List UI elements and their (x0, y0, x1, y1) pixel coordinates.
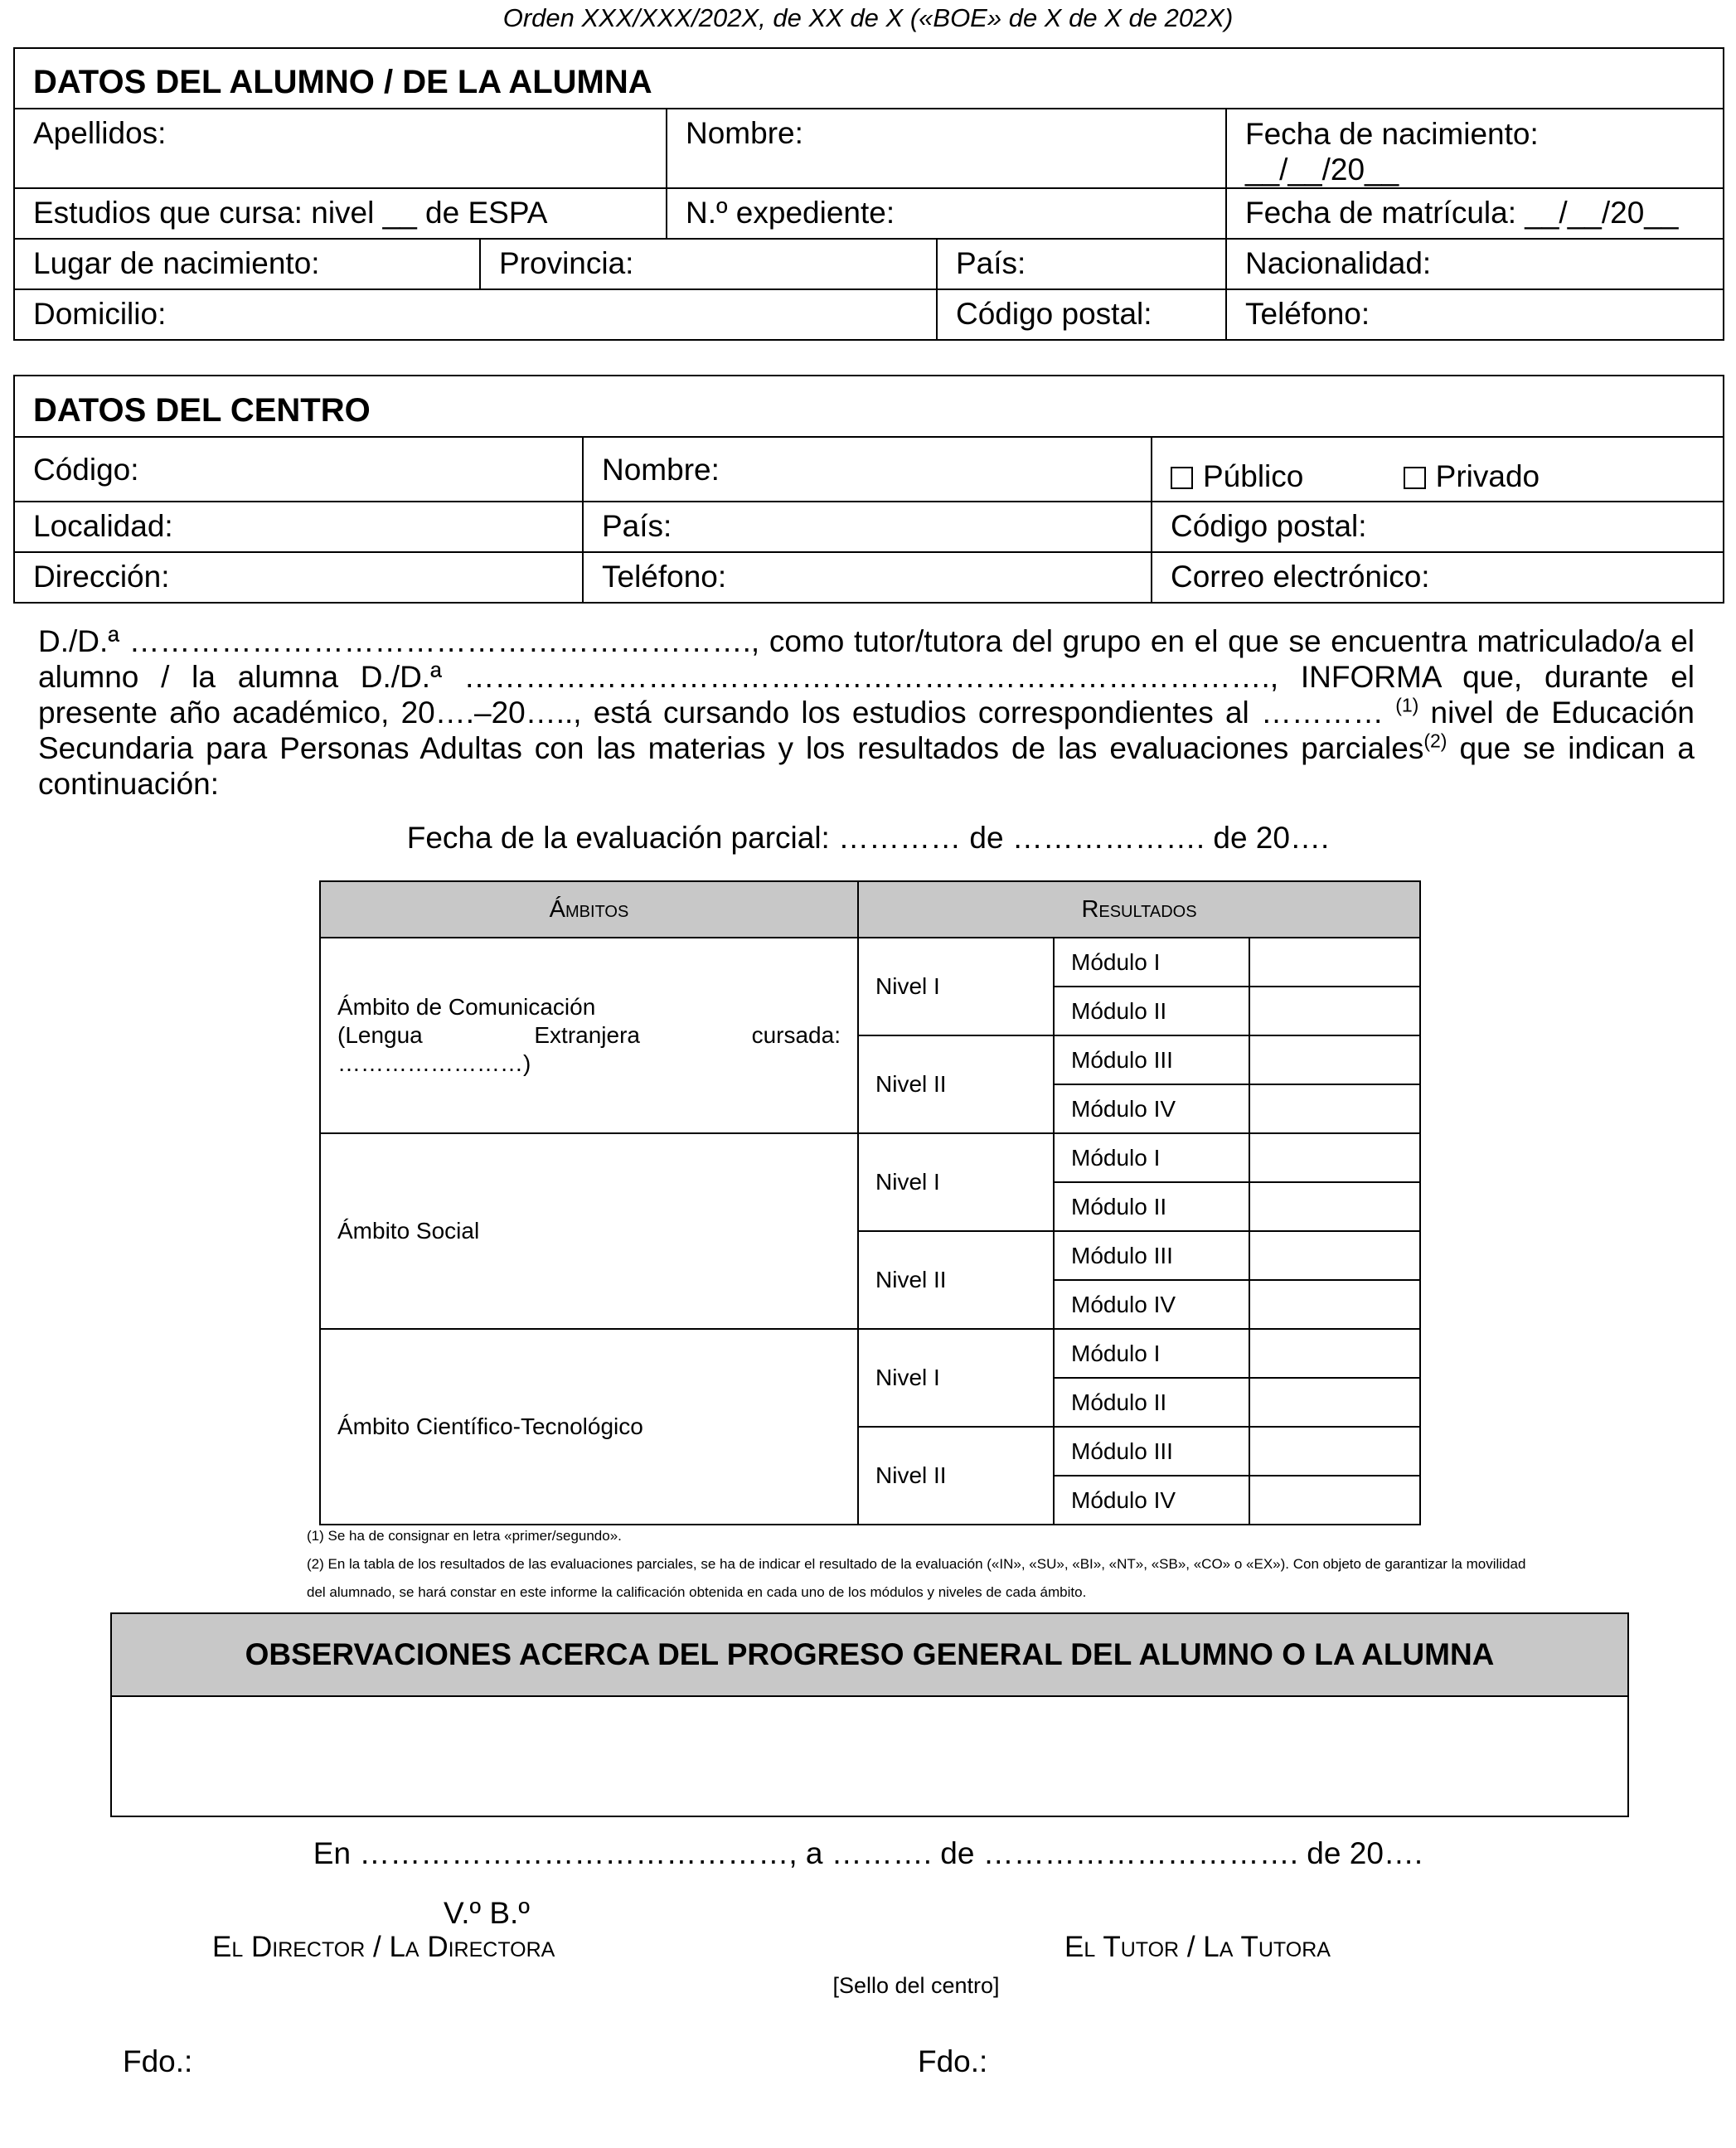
nivel-label: Nivel I (858, 1329, 1054, 1427)
ambito-cientifico: Ámbito Científico-Tecnológico (320, 1329, 858, 1525)
column-header-ambitos: Ámbitos (320, 881, 858, 938)
private-label: Privado (1435, 459, 1540, 493)
modulo-label: Módulo III (1054, 1035, 1249, 1084)
result-cell[interactable] (1249, 1329, 1420, 1378)
place-date-line: En ……………………………………, a ………. de …………………………. de 20…. (313, 1836, 1423, 1870)
modulo-label: Módulo II (1054, 987, 1249, 1035)
result-cell[interactable] (1249, 1476, 1420, 1525)
ambito-comunicacion-line2 (337, 1021, 841, 1050)
footnote-2a: (2) En la tabla de los resultados de las evaluaciones parciales, se ha de indicar el resultado de la evaluación («IN», «SU», «BI», «NT», «SB», «CO» o «EX»). Con objeto de garantizar la movilidad (307, 1556, 1526, 1572)
public-checkbox-icon[interactable] (1171, 467, 1193, 489)
tutor-label: El Tutor / La Tutora (1064, 1931, 1331, 1963)
footnotes (307, 1522, 1700, 1607)
result-cell[interactable] (1249, 1427, 1420, 1476)
school-email-field[interactable]: Correo electrónico: (1152, 552, 1724, 603)
enrollment-date-field[interactable]: Fecha de matrícula: __/__/20__ (1226, 188, 1724, 239)
birth-date-field[interactable] (1226, 109, 1724, 188)
student-name-field[interactable]: Nombre: (667, 109, 1226, 188)
school-address-field[interactable]: Dirección: (14, 552, 583, 603)
director-signature-line[interactable]: Fdo.: (123, 2044, 193, 2078)
school-section-title: DATOS DEL CENTRO (14, 376, 1724, 437)
country-field[interactable]: País: (937, 239, 1226, 289)
nivel-label: Nivel II (858, 1035, 1054, 1133)
private-option[interactable] (1404, 459, 1540, 493)
modulo-label: Módulo IV (1054, 1280, 1249, 1329)
report-text-part3: que se indican a continuación: (38, 731, 1695, 801)
ownership-options (1152, 437, 1724, 502)
approval-label: V.º B.º (444, 1896, 530, 1930)
modulo-label: Módulo I (1054, 1329, 1249, 1378)
postal-code-field[interactable]: Código postal: (937, 289, 1226, 340)
file-number-field[interactable]: N.º expediente: (667, 188, 1226, 239)
report-text-part2: nivel de Educación Secundaria para Personas Adultas con las materias y los resultados de las evaluaciones parciales (38, 696, 1695, 765)
school-seal-label: [Sello del centro] (832, 1973, 1000, 1998)
student-section-title: DATOS DEL ALUMNO / DE LA ALUMNA (14, 48, 1724, 109)
nivel-label: Nivel I (858, 1133, 1054, 1231)
evaluation-date: Fecha de la evaluación parcial: ………… de ………………. de 20…. (406, 821, 1330, 855)
word-cursada: cursada: (751, 1022, 841, 1048)
studies-field[interactable]: Estudios que cursa: nivel __ de ESPA (14, 188, 667, 239)
phone-field[interactable]: Teléfono: (1226, 289, 1724, 340)
school-phone-field[interactable]: Teléfono: (583, 552, 1152, 603)
student-data-table (13, 47, 1724, 341)
school-postal-code-field[interactable]: Código postal: (1152, 502, 1724, 552)
result-cell[interactable] (1249, 1378, 1420, 1427)
private-checkbox-icon[interactable] (1404, 467, 1426, 489)
birth-date-value: __/__/20__ (1245, 153, 1399, 187)
school-code-field[interactable]: Código: (14, 437, 583, 502)
school-country-field[interactable]: País: (583, 502, 1152, 552)
modulo-label: Módulo II (1054, 1182, 1249, 1231)
report-text-part1: D./D.ª ……………………………………………………., como tutor/tutora del grupo en el que se encuentra matriculado/a el alumno / la alumna D./D.ª ……………………………………………………………………., INFORMA que, durante el presente año académico, 20….–20….., está cursando los estudios correspondientes al ………… (38, 624, 1695, 730)
director-label: El Director / La Directora (212, 1931, 555, 1963)
result-cell[interactable] (1249, 1133, 1420, 1182)
ambito-comunicacion (320, 938, 858, 1133)
nivel-label: Nivel I (858, 938, 1054, 1035)
result-cell[interactable] (1249, 1231, 1420, 1280)
ambito-comunicacion-line3: ……………………) (337, 1050, 531, 1076)
footnote-ref-2: (2) (1423, 730, 1447, 752)
nivel-label: Nivel II (858, 1427, 1054, 1525)
school-name-field[interactable]: Nombre: (583, 437, 1152, 502)
footnote-ref-1: (1) (1395, 694, 1419, 716)
address-field[interactable]: Domicilio: (14, 289, 937, 340)
observations-field[interactable] (111, 1696, 1628, 1816)
public-label: Público (1203, 459, 1304, 493)
modulo-label: Módulo IV (1054, 1084, 1249, 1133)
modulo-label: Módulo I (1054, 938, 1249, 987)
observations-title: OBSERVACIONES ACERCA DEL PROGRESO GENERAL DEL ALUMNO O LA ALUMNA (111, 1613, 1628, 1696)
observations-box (110, 1612, 1629, 1817)
modulo-label: Módulo II (1054, 1378, 1249, 1427)
result-cell[interactable] (1249, 938, 1420, 987)
public-option[interactable] (1171, 459, 1312, 493)
result-cell[interactable] (1249, 987, 1420, 1035)
ambito-comunicacion-line1: Ámbito de Comunicación (337, 994, 596, 1020)
result-cell[interactable] (1249, 1280, 1420, 1329)
report-paragraph (38, 623, 1695, 802)
results-table (319, 880, 1421, 1525)
surname-field[interactable]: Apellidos: (14, 109, 667, 188)
modulo-label: Módulo IV (1054, 1476, 1249, 1525)
modulo-label: Módulo III (1054, 1427, 1249, 1476)
ambito-social: Ámbito Social (320, 1133, 858, 1329)
birth-date-label: Fecha de nacimiento: (1245, 117, 1539, 151)
word-extranjera: Extranjera (534, 1022, 640, 1048)
nationality-field[interactable]: Nacionalidad: (1226, 239, 1724, 289)
result-cell[interactable] (1249, 1035, 1420, 1084)
document-header: Orden XXX/XXX/202X, de XX de X («BOE» de X de X de 202X) (502, 3, 1234, 32)
word-lengua: (Lengua (337, 1022, 423, 1048)
footnote-1: (1) Se ha de consignar en letra «primer/segundo». (307, 1528, 622, 1544)
nivel-label: Nivel II (858, 1231, 1054, 1329)
result-cell[interactable] (1249, 1084, 1420, 1133)
province-field[interactable]: Provincia: (480, 239, 937, 289)
tutor-signature-line[interactable]: Fdo.: (918, 2044, 988, 2078)
birthplace-field[interactable]: Lugar de nacimiento: (14, 239, 480, 289)
school-data-table (13, 375, 1724, 604)
modulo-label: Módulo I (1054, 1133, 1249, 1182)
footnote-2b: del alumnado, se hará constar en este informe la calificación obtenida en cada uno de los módulos y niveles de cada ámbito. (307, 1584, 1087, 1600)
result-cell[interactable] (1249, 1182, 1420, 1231)
modulo-label: Módulo III (1054, 1231, 1249, 1280)
locality-field[interactable]: Localidad: (14, 502, 583, 552)
column-header-resultados: Resultados (858, 881, 1420, 938)
